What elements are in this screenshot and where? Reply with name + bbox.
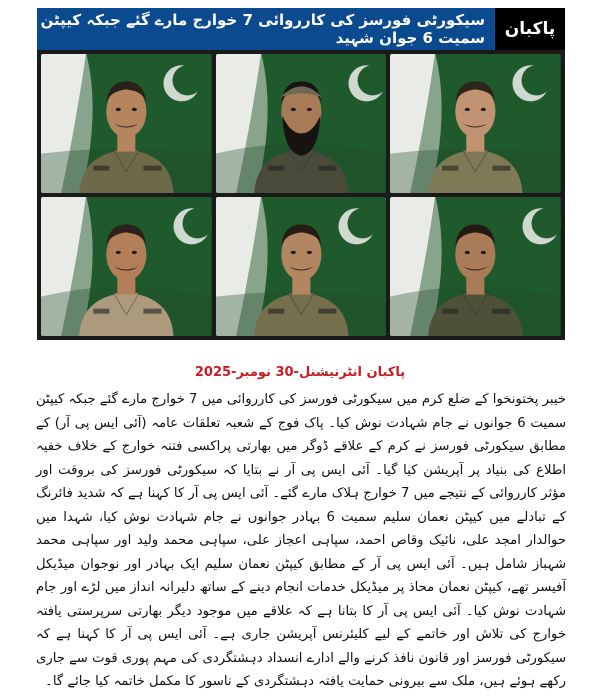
portrait-image xyxy=(216,197,387,336)
article-paragraph: خیبر پختونخوا کے ضلع کرم میں سیکورٹی فورسز کی کارروائی میں 7 خوارج مارے گئے جبکہ کیپٹن سمیت 6 جوانوں نے جام شہادت نوش کیا۔ پاک فوج کے شعبہ تعلقات عامہ (آئی ایس پی آر) کے مطابق سیکورٹی فورسز نے کرم کے علاقے ڈوگر میں بھارتی پراکسی فتنہ خوارج کے خلاف خفیہ اطلاع کی بنیاد پر آپریشن کیا گیا۔ آئی ایس پی آر نے بتایا کہ سیکورٹی فورسز کی بروقت اور مؤثر کارروائی کے نتیجے میں 7 خوارج ہلاک مارے گئے۔ آئی ایس پی آر کا کہنا ہے کہ شدید فائرنگ کے تبادلے میں کیپٹن نعمان سلیم سمیت 6 بہادر جوانوں نے جام شہادت نوش کیا، شہدا میں حوالدار امجد علی، نائیک وقاص احمد، سپاہی اعجاز علی، سپاہی محمد ولید اور سپاہی محمد شہباز شامل ہیں۔ آئی ایس پی آر کے مطابق کیپٹن نعمان سلیم ایک بہادر اور نوجوان میڈیکل آفیسر تھے، کیپٹن نعمان محاذ پر میڈیکل خدمات انجام دینے کے ساتھ دلیرانہ انداز میں لڑے اور جام شہادت نوش کیا۔ آئی ایس پی آر کا بتانا ہے کہ علاقے میں موجود دیگر بھارتی سرپرستی یافتہ خوارج کی تلاش اور خاتمے کے لیے کلیئرنس آپریشن جاری ہے۔ آئی ایس پی آر کا کہنا ہے کہ سیکورٹی فورسز اور قانون نافذ کرنے والے ادارے انسداد دہشتگردی کی مہم پوری قوت سے جاری رکھے ہوئے ہیں، ملک سے بیرونی حمایت یافتہ دہشتگردی کے ناسور کا مکمل خاتمہ کیا جائے گا۔ xyxy=(36,392,567,689)
photo-6 xyxy=(390,197,561,336)
header-banner xyxy=(37,8,565,50)
portrait-image xyxy=(390,197,561,336)
article-body xyxy=(36,388,566,694)
photo-5 xyxy=(216,197,387,336)
photo-4 xyxy=(41,197,212,336)
photo-2 xyxy=(216,54,387,193)
brand-logo: پاکبان xyxy=(495,8,565,50)
portrait-image xyxy=(41,54,212,193)
dateline: پاکبان انٹرنیشنل-30 نومبر-2025 xyxy=(194,365,406,380)
portrait-image xyxy=(216,54,387,193)
portrait-image xyxy=(41,197,212,336)
portrait-image xyxy=(390,54,561,193)
photo-grid xyxy=(37,50,565,340)
photo-3 xyxy=(390,54,561,193)
headline: سیکورٹی فورسز کی کارروائی 7 خوارج مارے گئے جبکہ کیپٹن سمیت 6 جوان شہید xyxy=(37,8,495,50)
photo-1 xyxy=(41,54,212,193)
